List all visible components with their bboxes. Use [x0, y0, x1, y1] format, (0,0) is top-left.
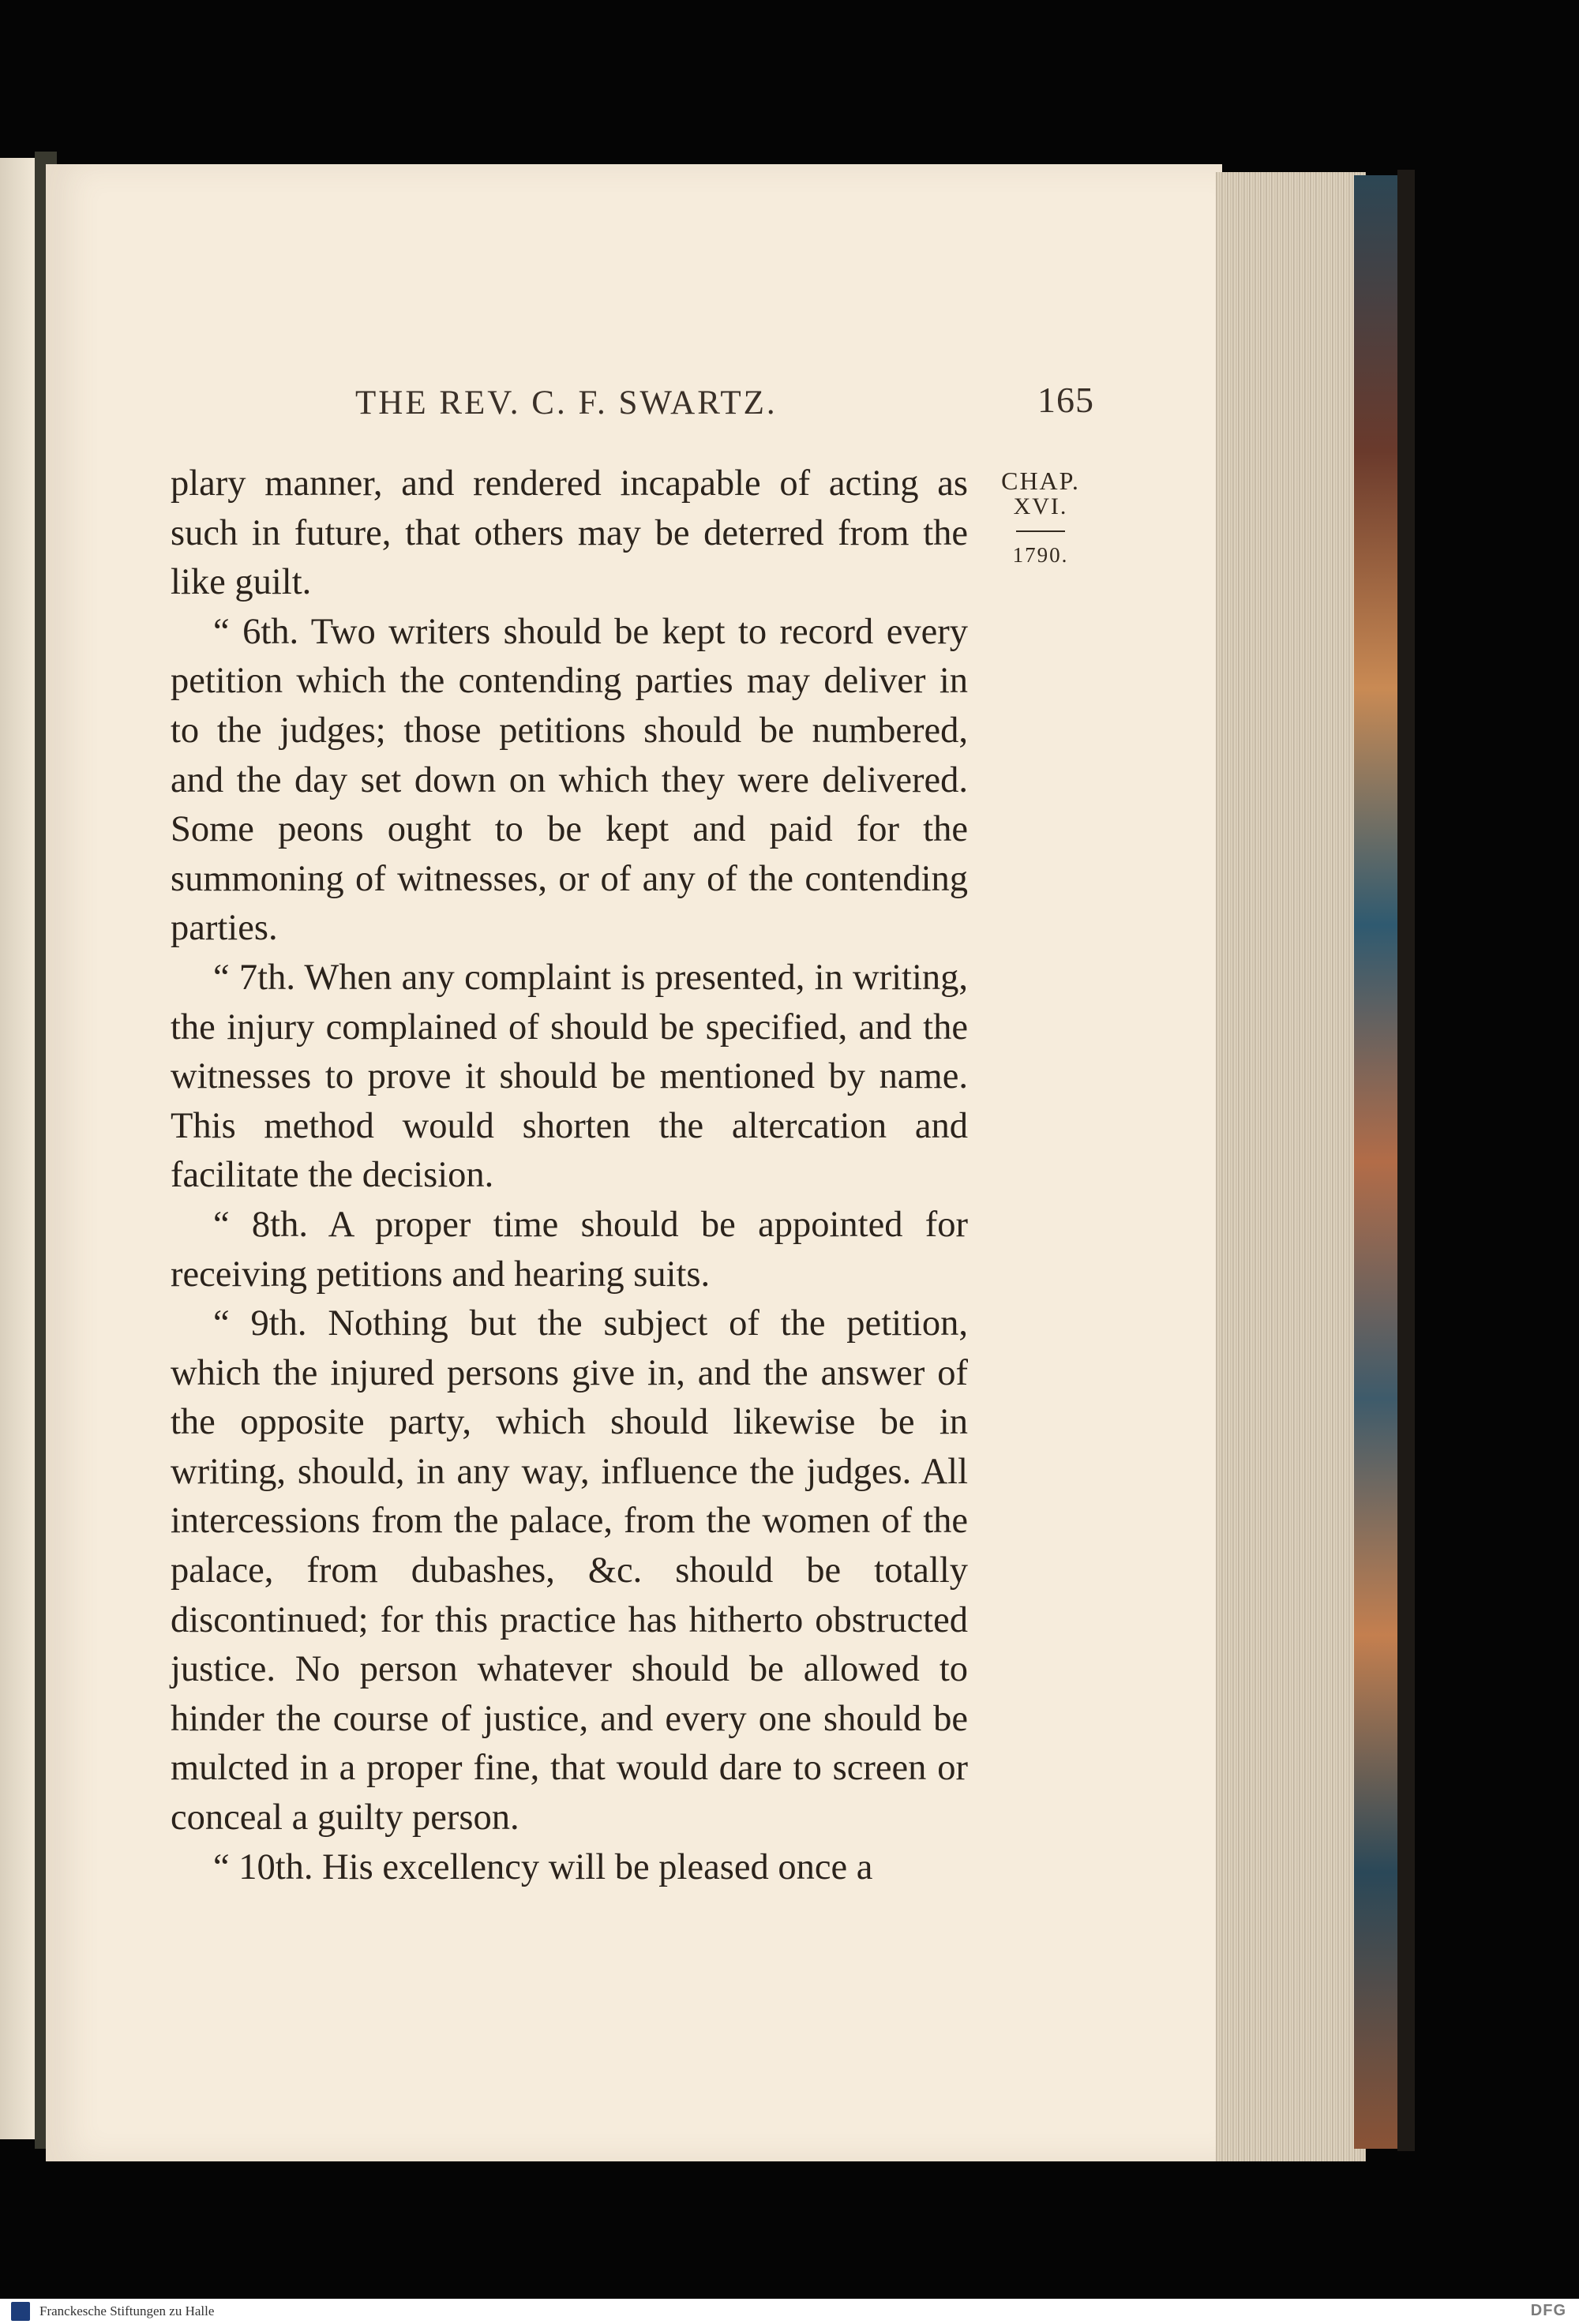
body-text [171, 459, 968, 1892]
paragraph-10th: “ 10th. His excellency will be pleased once a [213, 1846, 873, 1887]
running-head: THE REV. C. F. SWARTZ. [355, 384, 778, 422]
paragraph-6th: “ 6th. Two writers should be kept to record every petition which the contending parties may deliver in to the judges; those petitions should be numbered, and the day set down on which they were delivered. Some peons ought to be kept and paid for the summoning of witnesses, or of any of the contending parties. [171, 611, 968, 949]
cover-board [1397, 170, 1415, 2151]
page-number: 165 [1037, 380, 1094, 420]
margin-year: 1790. [1012, 543, 1069, 567]
institution-logo-icon [11, 2302, 30, 2321]
institution-name: Franckesche Stiftungen zu Halle [39, 2303, 215, 2318]
paragraph-continuation: plary manner, and rendered incapable of acting as such in future, that others may be deterred from the like guilt. [171, 463, 968, 603]
paragraph-9th: “ 9th. Nothing but the subject of the petition, which the injured persons give in, and the answer of the opposite party, which should likewise be in writing, should, in any way, influence the judges. All intercessions from the palace, from the women of the palace, from dubashes, &c. should be totally discontinued; for this practice has hitherto obstructed justice. No person whatever should be allowed to hinder the course of justice, and every one should be mulcted in a proper fine, that would dare to screen or conceal a guilty person. [171, 1303, 968, 1839]
paragraph-8th: “ 8th. A proper time should be appointed for receiving petitions and hearing suits. [171, 1204, 968, 1295]
margin-rule [1016, 530, 1065, 532]
paragraph-7th: “ 7th. When any complaint is presented, in writing, the injury complained of should be specified, and the witnesses to prove it should be mentioned by name. This method would shorten the altercation and facilitate the decision. [171, 957, 968, 1196]
chapter-number: XVI. [1013, 493, 1068, 519]
chapter-label: CHAP. [1001, 467, 1080, 495]
page-edges [1216, 172, 1366, 2161]
footer-bar [0, 2299, 1579, 2324]
margin-note [993, 467, 1088, 567]
dfg-logo: DFG [1530, 2302, 1566, 2319]
